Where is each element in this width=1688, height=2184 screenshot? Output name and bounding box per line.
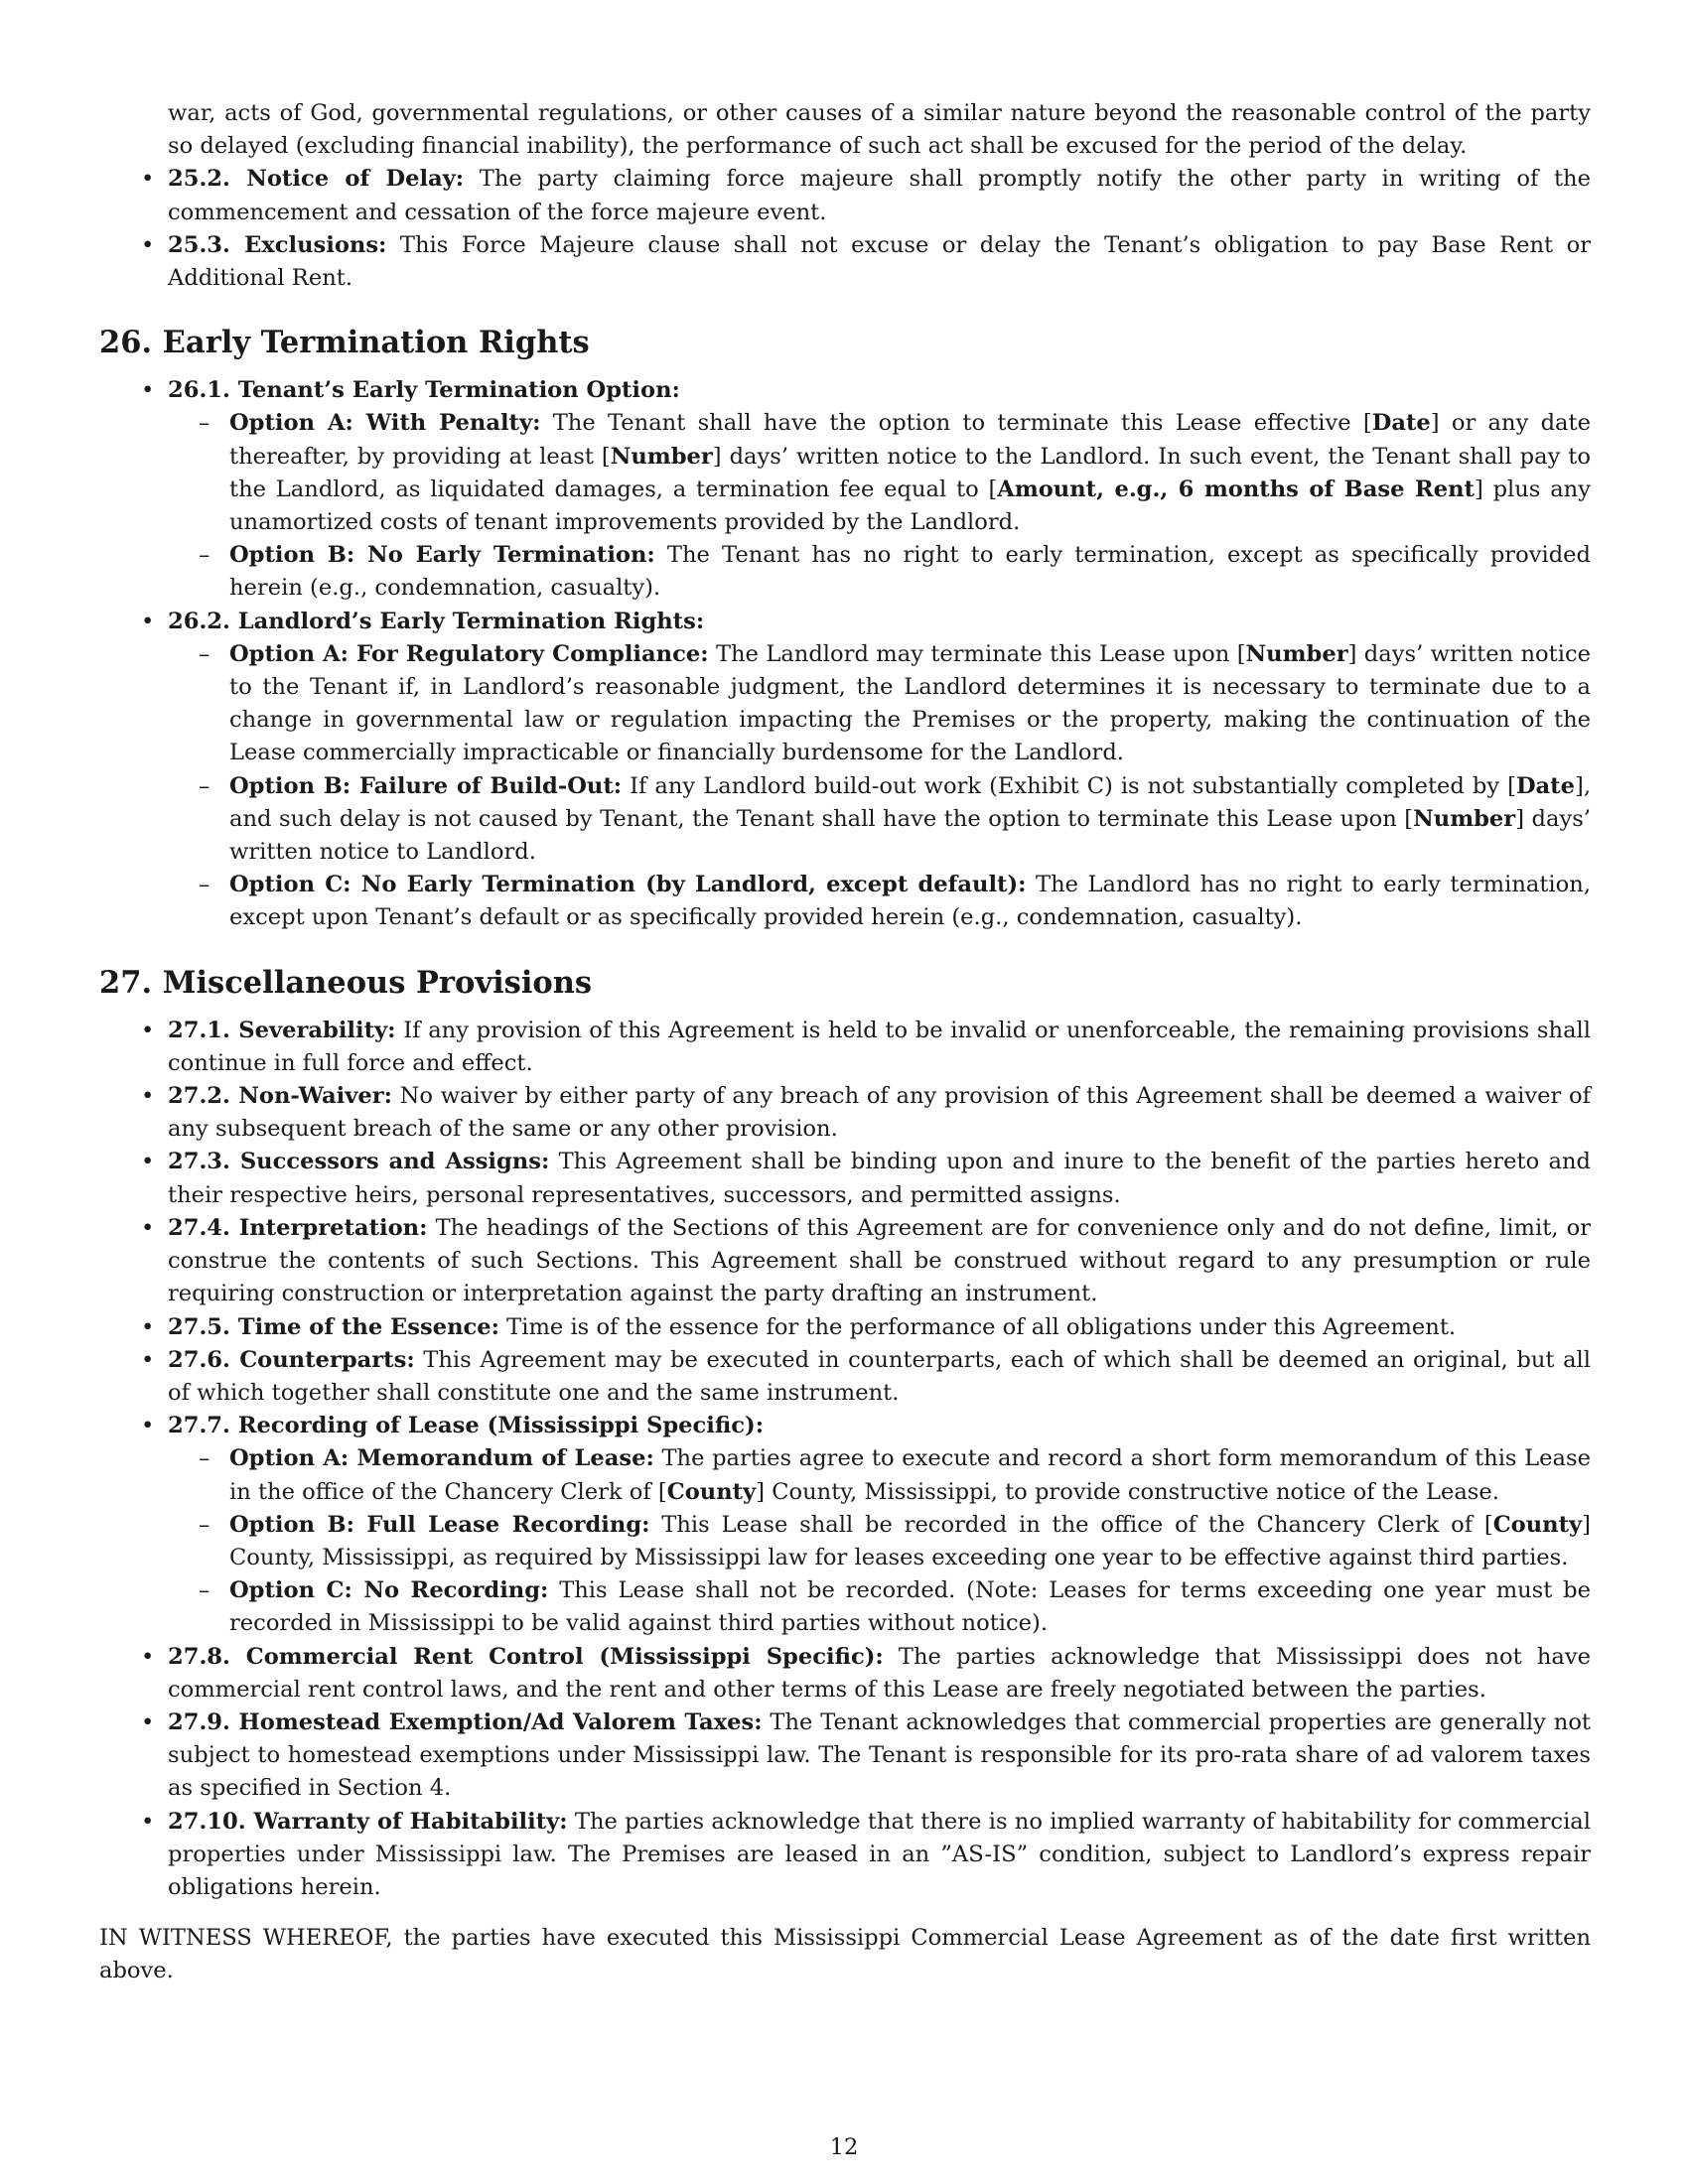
clause-27-3 bbox=[168, 1146, 1591, 1211]
landlord-option-a bbox=[229, 638, 1591, 770]
clause-label: 27.10. Warranty of Habitability: bbox=[168, 1808, 568, 1835]
placeholder-date: Date bbox=[1371, 410, 1431, 437]
recording-options-list bbox=[168, 1442, 1591, 1640]
tenant-option-a bbox=[229, 407, 1591, 539]
landlord-options-list bbox=[168, 638, 1591, 935]
section-25-list bbox=[99, 97, 1591, 295]
clause-text: Time is of the essence for the performance of all obligations under this Agreement. bbox=[499, 1313, 1457, 1340]
document-page bbox=[99, 97, 1591, 1988]
clause-27-5 bbox=[168, 1311, 1591, 1344]
clause-label: 27.9. Homestead Exemption/Ad Valorem Taxes: bbox=[168, 1708, 763, 1735]
option-label: Option A: For Regulatory Compliance: bbox=[229, 640, 709, 667]
clause-label: 27.7. Recording of Lease (Mississippi Specific): bbox=[168, 1413, 765, 1439]
clause-27-4 bbox=[168, 1212, 1591, 1311]
recording-option-a bbox=[229, 1442, 1591, 1508]
clause-label: 27.6. Counterparts: bbox=[168, 1346, 415, 1373]
clause-27-7 bbox=[168, 1410, 1591, 1640]
clause-label: 25.3. Exclusions: bbox=[168, 231, 387, 258]
placeholder-number: Number bbox=[1413, 805, 1516, 832]
clause-text: The headings of the Sections of this Agreement are for convenience only and do not define, limit, or construe the contents of such Sections. This Agreement shall be construed without regard to any presumption or rule requiring construction or interpretation against the party drafting an instrument. bbox=[168, 1214, 1592, 1307]
clause-label: 27.4. Interpretation: bbox=[168, 1214, 428, 1241]
option-text: ] or any date thereafter, by providing at least [ bbox=[229, 410, 1591, 470]
option-text: ], and such delay is not caused by Tenant, the Tenant shall have the option to terminate this Lease upon [ bbox=[229, 772, 1591, 832]
tenant-option-b bbox=[229, 539, 1591, 605]
option-text: This Lease shall be recorded in the office of the Chancery Clerk of [ bbox=[649, 1511, 1493, 1538]
clause-27-1 bbox=[168, 1015, 1591, 1080]
option-text: The parties agree to execute and record a short form memorandum of this Lease in the office of the Chancery Clerk of [ bbox=[229, 1445, 1591, 1505]
landlord-option-c bbox=[229, 869, 1591, 934]
landlord-option-b bbox=[229, 770, 1591, 870]
clause-label: 26.1. Tenant’s Early Termination Option: bbox=[168, 377, 680, 404]
placeholder-number: Number bbox=[610, 443, 713, 470]
option-text: The Tenant shall have the option to terminate this Lease effective [ bbox=[540, 410, 1372, 437]
option-label: Option B: Failure of Build-Out: bbox=[229, 772, 623, 799]
placeholder-county: County bbox=[1492, 1511, 1583, 1538]
clause-27-2 bbox=[168, 1080, 1591, 1146]
clause-label: 27.1. Severability: bbox=[168, 1017, 396, 1043]
option-text: ] plus any unamortized costs of tenant improvements provided by the Landlord. bbox=[229, 476, 1591, 536]
option-text: ] County, Mississippi, to provide constructive notice of the Lease. bbox=[756, 1478, 1499, 1505]
option-text: This Lease shall not be recorded. (Note: Leases for terms exceeding one year must be recorded in Mississippi to be valid against third parties without notice). bbox=[229, 1577, 1592, 1637]
clause-27-9 bbox=[168, 1706, 1591, 1806]
option-text: ] days’ written notice to Landlord. bbox=[229, 805, 1591, 866]
continuation-text: war, acts of God, governmental regulations, or other causes of a similar nature beyond the reasonable control of the party so delayed (excluding financial inability), the performance of such act shall be excused for the period of the delay. bbox=[168, 100, 1591, 160]
placeholder-number: Number bbox=[1245, 640, 1348, 667]
clause-label: 27.3. Successors and Assigns: bbox=[168, 1149, 550, 1175]
clause-text: If any provision of this Agreement is held to be invalid or unenforceable, the remaining provisions shall continue in full force and effect. bbox=[168, 1017, 1592, 1076]
option-label: Option A: With Penalty: bbox=[229, 410, 541, 437]
tenant-options-list bbox=[168, 407, 1591, 605]
clause-label: 25.2. Notice of Delay: bbox=[168, 166, 465, 193]
option-label: Option B: Full Lease Recording: bbox=[229, 1511, 650, 1538]
clause-26-2 bbox=[168, 606, 1591, 935]
option-text: The Landlord has no right to early termination, except upon Tenant’s default or as specifically provided herein (e.g., condemnation, casualty). bbox=[229, 872, 1591, 931]
recording-option-b bbox=[229, 1509, 1591, 1574]
section-26-list bbox=[99, 374, 1591, 934]
clause-text: The parties acknowledge that there is no implied warranty of habitability for commercial properties under Mississippi law. The Premises are leased in an ”AS-IS” condition, subject to Landlord’s express repair obligations herein. bbox=[168, 1808, 1591, 1900]
placeholder-county: County bbox=[666, 1478, 757, 1505]
clause-27-10 bbox=[168, 1806, 1591, 1905]
clause-text: The parties acknowledge that Mississippi does not have commercial rent control laws, and the rent and other terms of this Lease are freely negotiated between the parties. bbox=[168, 1643, 1591, 1703]
clause-label: 26.2. Landlord’s Early Termination Rights: bbox=[168, 608, 705, 634]
option-label: Option C: No Early Termination (by Landlord, except default): bbox=[229, 872, 1027, 898]
clause-text: The Tenant acknowledges that commercial properties are generally not subject to homestead exemptions under Mississippi law. The Tenant is responsible for its pro-rata share of ad valorem taxes as specified in Section 4. bbox=[168, 1708, 1591, 1802]
page-number: 12 bbox=[829, 2134, 859, 2160]
placeholder-date: Date bbox=[1515, 772, 1575, 799]
option-label: Option B: No Early Termination: bbox=[229, 542, 655, 569]
recording-option-c bbox=[229, 1574, 1591, 1640]
clause-text: The party claiming force majeure shall promptly notify the other party in writing of the commencement and cessation of the force majeure event. bbox=[168, 166, 1591, 225]
option-text: ] County, Mississippi, as required by Mississippi law for leases exceeding one year to be effective against third parties. bbox=[229, 1511, 1591, 1570]
option-text: ] days’ written notice to the Tenant if, in Landlord’s reasonable judgment, the Landlord determines it is necessary to terminate due to a change in governmental law or regulation impacting the Premises or the property, making the continuation of the Lease commercially impracticable or financially burdensome for the Landlord. bbox=[229, 640, 1591, 766]
placeholder-amount: Amount, e.g., 6 months of Base Rent bbox=[997, 476, 1475, 502]
option-text: If any Landlord build-out work (Exhibit C) is not substantially completed by [ bbox=[622, 772, 1516, 799]
clause-text: This Agreement may be executed in counterparts, each of which shall be deemed an original, but all of which together shall constitute one and the same instrument. bbox=[168, 1346, 1592, 1406]
clause-label: 27.5. Time of the Essence: bbox=[168, 1313, 499, 1340]
option-label: Option C: No Recording: bbox=[229, 1577, 549, 1604]
section-27-list bbox=[99, 1015, 1591, 1904]
option-text: ] days’ written notice to the Landlord. In such event, the Tenant shall pay to the Landlord, as liquidated damages, a termination fee equal to [ bbox=[229, 443, 1591, 502]
clause-text: This Force Majeure clause shall not excuse or delay the Tenant’s obligation to pay Base Rent or Additional Rent. bbox=[168, 231, 1591, 292]
clause-text: No waiver by either party of any breach of any provision of this Agreement shall be deemed a waiver of any subsequent breach of the same or any other provision. bbox=[168, 1083, 1591, 1143]
clause-text: This Agreement shall be binding upon and inure to the benefit of the parties hereto and their respective heirs, personal representatives, successors, and permitted assigns. bbox=[168, 1149, 1591, 1208]
clause-label: 27.8. Commercial Rent Control (Mississippi Specific): bbox=[168, 1643, 884, 1670]
option-text: The Landlord may terminate this Lease upon [ bbox=[708, 640, 1246, 667]
clause-27-6 bbox=[168, 1344, 1591, 1410]
witness-paragraph: IN WITNESS WHEREOF, the parties have executed this Mississippi Commercial Lease Agreement as of the date first written above. bbox=[99, 1925, 1591, 1984]
clause-27-8 bbox=[168, 1641, 1591, 1706]
option-label: Option A: Memorandum of Lease: bbox=[229, 1445, 654, 1472]
clause-25-2 bbox=[168, 163, 1591, 228]
section-27-heading: 27. Miscellaneous Provisions bbox=[99, 964, 593, 1001]
section-26-heading: 26. Early Termination Rights bbox=[99, 325, 590, 361]
clause-25-1-continuation bbox=[168, 97, 1591, 163]
option-text: The Tenant has no right to early termination, except as specifically provided herein (e.g., condemnation, casualty). bbox=[229, 542, 1591, 602]
clause-26-1 bbox=[168, 374, 1591, 605]
clause-25-3 bbox=[168, 229, 1591, 295]
clause-label: 27.2. Non-Waiver: bbox=[168, 1083, 392, 1110]
